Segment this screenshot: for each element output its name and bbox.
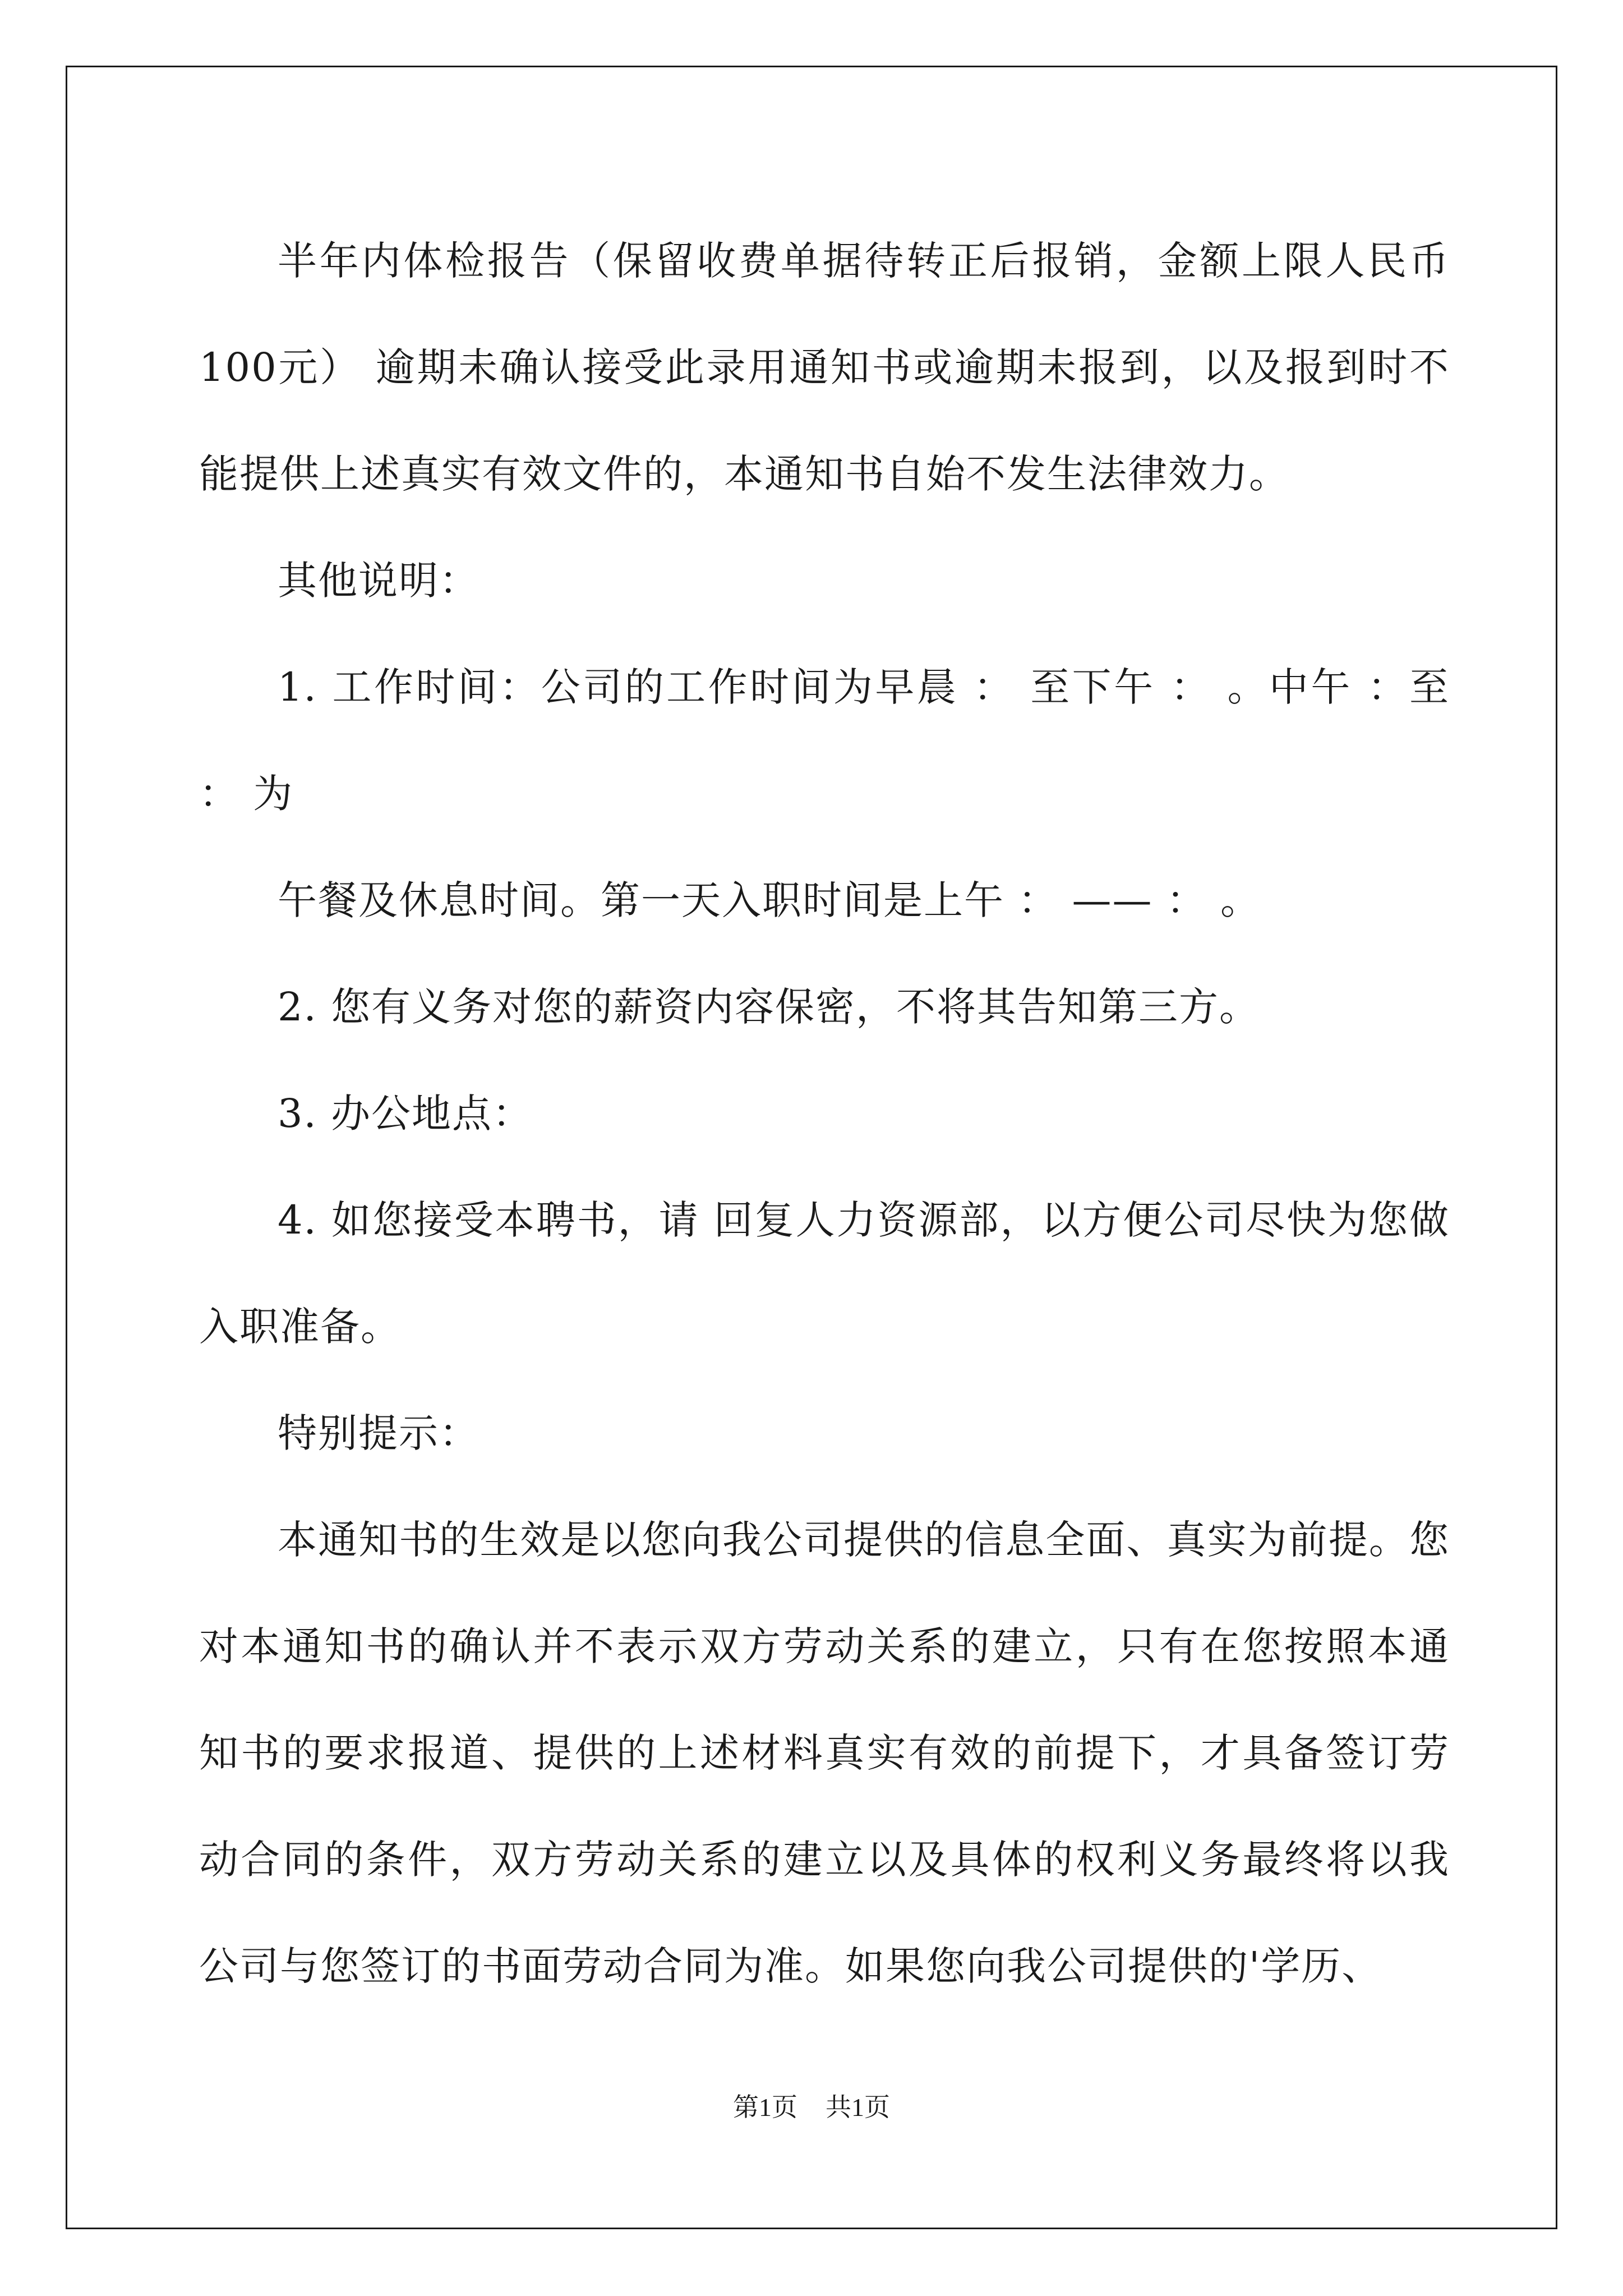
page-footer (0, 2087, 1623, 2124)
paragraph-other-notes-heading: 其他说明： (278, 558, 479, 604)
paragraph-working-hours: 1. 工作时间：公司的工作时间为早晨 ： 至下午 ： 。中午 ：至 ： 为 (199, 664, 1450, 817)
paragraph-special-notice-heading: 特别提示： (278, 1410, 479, 1456)
document-body (199, 208, 1450, 2019)
paragraph-medical-report: 半年内体检报告（保留收费单据待转正后报销，金额上限人民币100元） 逾期未确认接受此录用通知书或逾期未报到，以及报到时不能提供上述真实有效文件的，本通知书自始不发生法律效力。 (199, 238, 1450, 497)
paragraph-office-location: 3. 办公地点： (278, 1091, 533, 1137)
paragraph-validity-conditions: 本通知书的生效是以您向我公司提供的信息全面、真实为前提。您对本通知书的确认并不表示双方劳动关系的建立，只有在您按照本通知书的要求报道、提供的上述材料真实有效的前提下，才具备签订劳动合同的条件，双方劳动关系的建立以及具体的权利义务最终将以我公司与您签订的书面劳动合同为准。如果您向我公司提供的'学历、 (199, 1517, 1450, 1989)
paragraph-lunch-and-first-day: 午餐及休息时间。第一天入职时间是上午 ： —— ： 。 (278, 877, 1261, 923)
paragraph-acceptance-reply: 4. 如您接受本聘书，请 回复人力资源部，以方便公司尽快为您做入职准备。 (199, 1197, 1450, 1350)
page-number-total: 共1页 (826, 2093, 890, 2122)
paragraph-salary-confidentiality: 2. 您有义务对您的薪资内容保密，不将其告知第三方。 (278, 984, 1260, 1030)
page-number-current: 第1页 (733, 2093, 797, 2122)
